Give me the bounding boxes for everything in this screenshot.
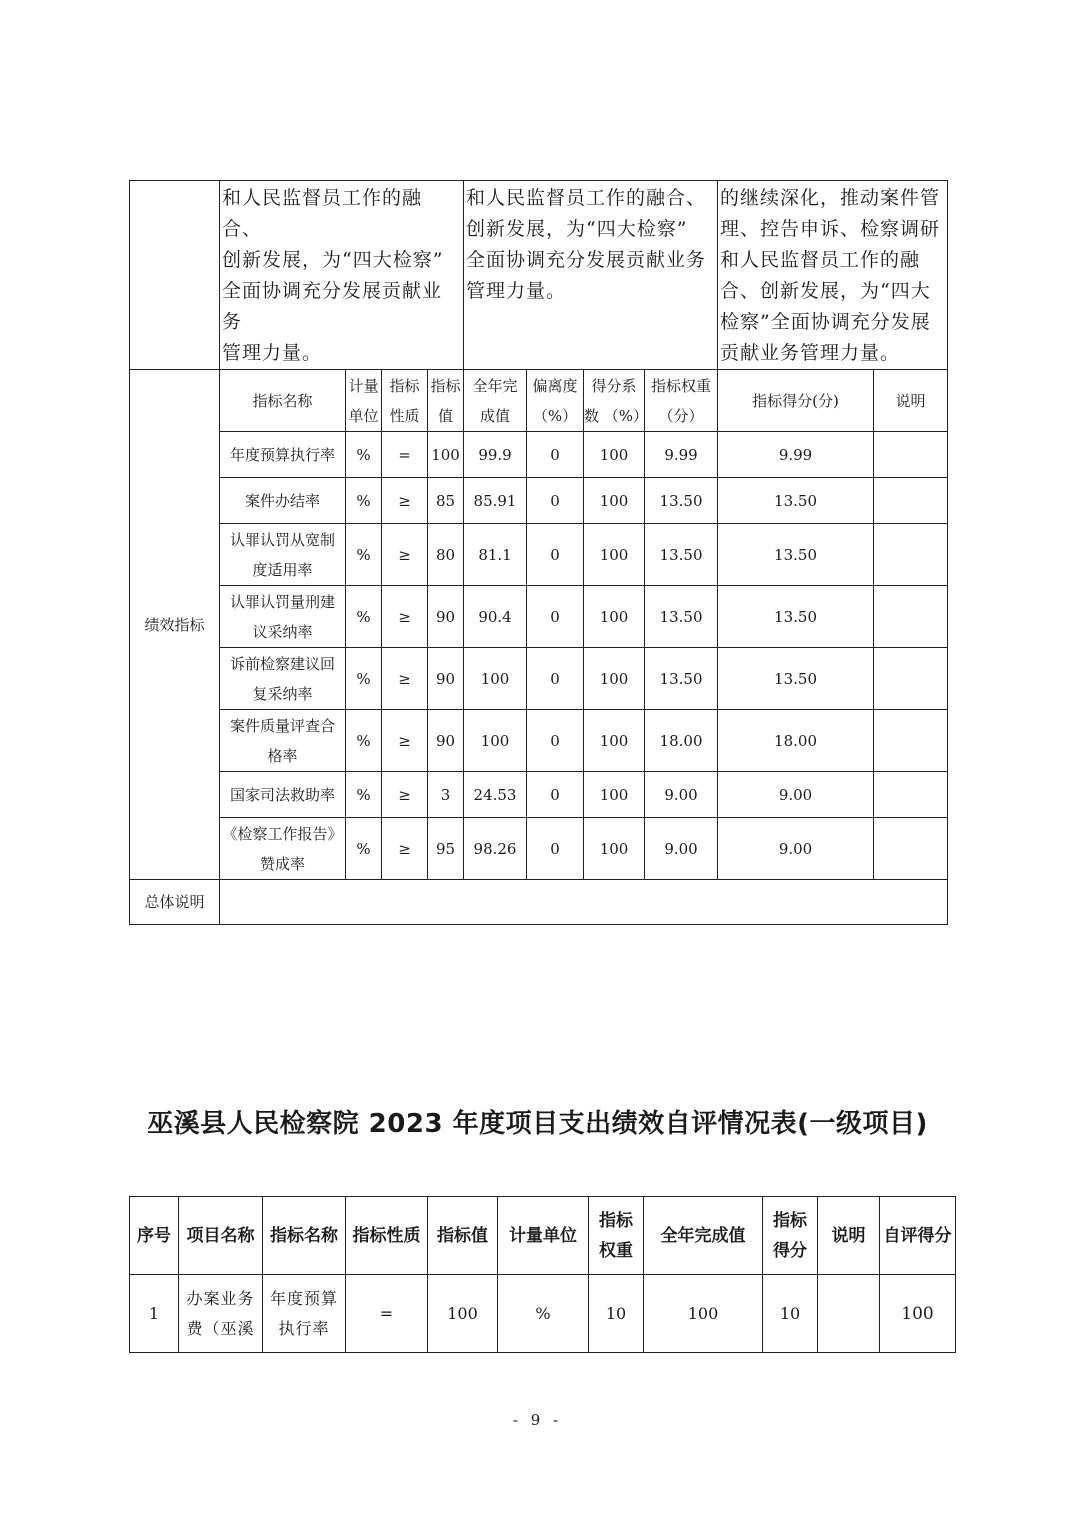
score-cell: 13.50 — [718, 478, 874, 524]
deviation-cell: 0 — [527, 710, 584, 772]
note-cell — [874, 772, 948, 818]
header-value: 指标值 — [428, 1197, 498, 1275]
header-nature: 指标 性质 — [382, 370, 428, 432]
score-cell: 9.99 — [718, 432, 874, 478]
value-cell: 3 — [428, 772, 464, 818]
goal-text-2: 和人民监督员工作的融合、 创新发展，为“四大检察” 全面协调充分发展贡献业务 管理力量。 — [464, 181, 718, 370]
weight-cell: 10 — [589, 1275, 644, 1353]
deviation-cell: 0 — [527, 478, 584, 524]
header-actual: 全年完 成值 — [464, 370, 527, 432]
actual-cell: 100 — [464, 648, 527, 710]
header-nature: 指标性质 — [346, 1197, 428, 1275]
note-cell — [874, 432, 948, 478]
header-actual: 全年完成值 — [644, 1197, 763, 1275]
value-cell: 80 — [428, 524, 464, 586]
nature-cell: ≥ — [382, 524, 428, 586]
actual-cell: 100 — [464, 710, 527, 772]
nature-cell: ≥ — [382, 648, 428, 710]
unit-cell: % — [346, 710, 382, 772]
score-cell: 9.00 — [718, 818, 874, 880]
page-title: 巫溪县人民检察院 2023 年度项目支出绩效自评情况表(一级项目) — [147, 1109, 928, 1139]
nature-cell: = — [346, 1275, 428, 1353]
header-indicator: 指标名称 — [263, 1197, 346, 1275]
actual-cell: 81.1 — [464, 524, 527, 586]
page-number: - 9 - — [512, 1411, 563, 1429]
header-weight: 指标权重 （分） — [645, 370, 718, 432]
project-self-evaluation-table — [129, 1196, 956, 1353]
coefficient-cell: 100 — [584, 710, 645, 772]
table-row — [130, 524, 948, 586]
goal-text-1: 和人民监督员工作的融合、 创新发展，为“四大检察” 全面协调充分发展贡献业务 管理力量。 — [220, 181, 464, 370]
score-cell: 10 — [763, 1275, 818, 1353]
nature-cell: ≥ — [382, 478, 428, 524]
self-score-cell: 100 — [880, 1275, 956, 1353]
indicator-name: 国家司法救助率 — [220, 772, 346, 818]
table-row — [130, 586, 948, 648]
actual-cell: 98.26 — [464, 818, 527, 880]
table-row — [130, 432, 948, 478]
unit-cell: % — [346, 432, 382, 478]
indicator-name: 诉前检察建议回 复采纳率 — [220, 648, 346, 710]
nature-cell: ≥ — [382, 818, 428, 880]
weight-cell: 13.50 — [645, 586, 718, 648]
unit-cell: % — [346, 478, 382, 524]
header-note: 说明 — [818, 1197, 880, 1275]
unit-cell: % — [346, 818, 382, 880]
weight-cell: 13.50 — [645, 524, 718, 586]
actual-cell: 100 — [644, 1275, 763, 1353]
seq-cell: 1 — [130, 1275, 179, 1353]
note-cell — [874, 478, 948, 524]
nature-cell: = — [382, 432, 428, 478]
nature-cell: ≥ — [382, 586, 428, 648]
actual-cell: 99.9 — [464, 432, 527, 478]
header-unit: 计量单位 — [498, 1197, 589, 1275]
value-cell: 90 — [428, 648, 464, 710]
unit-cell: % — [346, 772, 382, 818]
performance-indicator-table — [129, 180, 948, 925]
unit-cell: % — [346, 586, 382, 648]
summary-text — [220, 880, 948, 925]
actual-cell: 24.53 — [464, 772, 527, 818]
goal-text-row — [130, 181, 948, 370]
weight-cell: 9.00 — [645, 772, 718, 818]
header-coefficient: 得分系 数 （%） — [584, 370, 645, 432]
weight-cell: 9.99 — [645, 432, 718, 478]
header-seq: 序号 — [130, 1197, 179, 1275]
nature-cell: ≥ — [382, 710, 428, 772]
score-cell: 18.00 — [718, 710, 874, 772]
deviation-cell: 0 — [527, 772, 584, 818]
summary-row — [130, 880, 948, 925]
score-cell: 9.00 — [718, 772, 874, 818]
value-cell: 90 — [428, 710, 464, 772]
header-indicator-name: 指标名称 — [220, 370, 346, 432]
weight-cell: 13.50 — [645, 478, 718, 524]
table-row — [130, 478, 948, 524]
value-cell: 100 — [428, 432, 464, 478]
header-score: 指标 得分 — [763, 1197, 818, 1275]
table-header-row — [130, 370, 948, 432]
indicator-name: 年度预算执行率 — [220, 432, 346, 478]
deviation-cell: 0 — [527, 586, 584, 648]
header-deviation: 偏离度 （%） — [527, 370, 584, 432]
header-project: 项目名称 — [179, 1197, 263, 1275]
score-cell: 13.50 — [718, 586, 874, 648]
indicator-name: 认罪认罚从宽制 度适用率 — [220, 524, 346, 586]
deviation-cell: 0 — [527, 648, 584, 710]
unit-cell: % — [346, 524, 382, 586]
weight-cell: 18.00 — [645, 710, 718, 772]
coefficient-cell: 100 — [584, 772, 645, 818]
project-cell: 办案业务 费（巫溪 — [179, 1275, 263, 1353]
actual-cell: 85.91 — [464, 478, 527, 524]
table-row — [130, 1275, 956, 1353]
table-row — [130, 818, 948, 880]
score-cell: 13.50 — [718, 648, 874, 710]
note-cell — [874, 818, 948, 880]
coefficient-cell: 100 — [584, 478, 645, 524]
note-cell — [874, 586, 948, 648]
header-score: 指标得分(分) — [718, 370, 874, 432]
goal-text-3: 的继续深化，推动案件管 理、控告申诉、检察调研 和人民监督员工作的融 合、创新发展，为“四大 检察”全面协调充分发展 贡献业务管理力量。 — [718, 181, 948, 370]
header-self-score: 自评得分 — [880, 1197, 956, 1275]
deviation-cell: 0 — [527, 818, 584, 880]
nature-cell: ≥ — [382, 772, 428, 818]
unit-cell: % — [346, 648, 382, 710]
coefficient-cell: 100 — [584, 648, 645, 710]
coefficient-cell: 100 — [584, 586, 645, 648]
note-cell — [874, 648, 948, 710]
indicator-name: 认罪认罚量刑建 议采纳率 — [220, 586, 346, 648]
coefficient-cell: 100 — [584, 818, 645, 880]
indicator-name: 案件质量评查合 格率 — [220, 710, 346, 772]
empty-label-cell — [130, 181, 220, 370]
header-unit: 计量 单位 — [346, 370, 382, 432]
indicator-cell: 年度预算 执行率 — [263, 1275, 346, 1353]
note-cell — [874, 524, 948, 586]
note-cell — [874, 710, 948, 772]
header-weight: 指标 权重 — [589, 1197, 644, 1275]
weight-cell: 13.50 — [645, 648, 718, 710]
note-cell — [818, 1275, 880, 1353]
value-cell: 85 — [428, 478, 464, 524]
table-row — [130, 710, 948, 772]
actual-cell: 90.4 — [464, 586, 527, 648]
section-label: 绩效指标 — [130, 370, 220, 880]
table-row — [130, 772, 948, 818]
weight-cell: 9.00 — [645, 818, 718, 880]
header-value: 指标 值 — [428, 370, 464, 432]
score-cell: 13.50 — [718, 524, 874, 586]
coefficient-cell: 100 — [584, 524, 645, 586]
deviation-cell: 0 — [527, 524, 584, 586]
table-row — [130, 648, 948, 710]
value-cell: 90 — [428, 586, 464, 648]
unit-cell: % — [498, 1275, 589, 1353]
deviation-cell: 0 — [527, 432, 584, 478]
header-note: 说明 — [874, 370, 948, 432]
indicator-name: 《检察工作报告》 赞成率 — [220, 818, 346, 880]
value-cell: 100 — [428, 1275, 498, 1353]
coefficient-cell: 100 — [584, 432, 645, 478]
summary-label: 总体说明 — [130, 880, 220, 925]
table-header-row — [130, 1197, 956, 1275]
value-cell: 95 — [428, 818, 464, 880]
indicator-name: 案件办结率 — [220, 478, 346, 524]
